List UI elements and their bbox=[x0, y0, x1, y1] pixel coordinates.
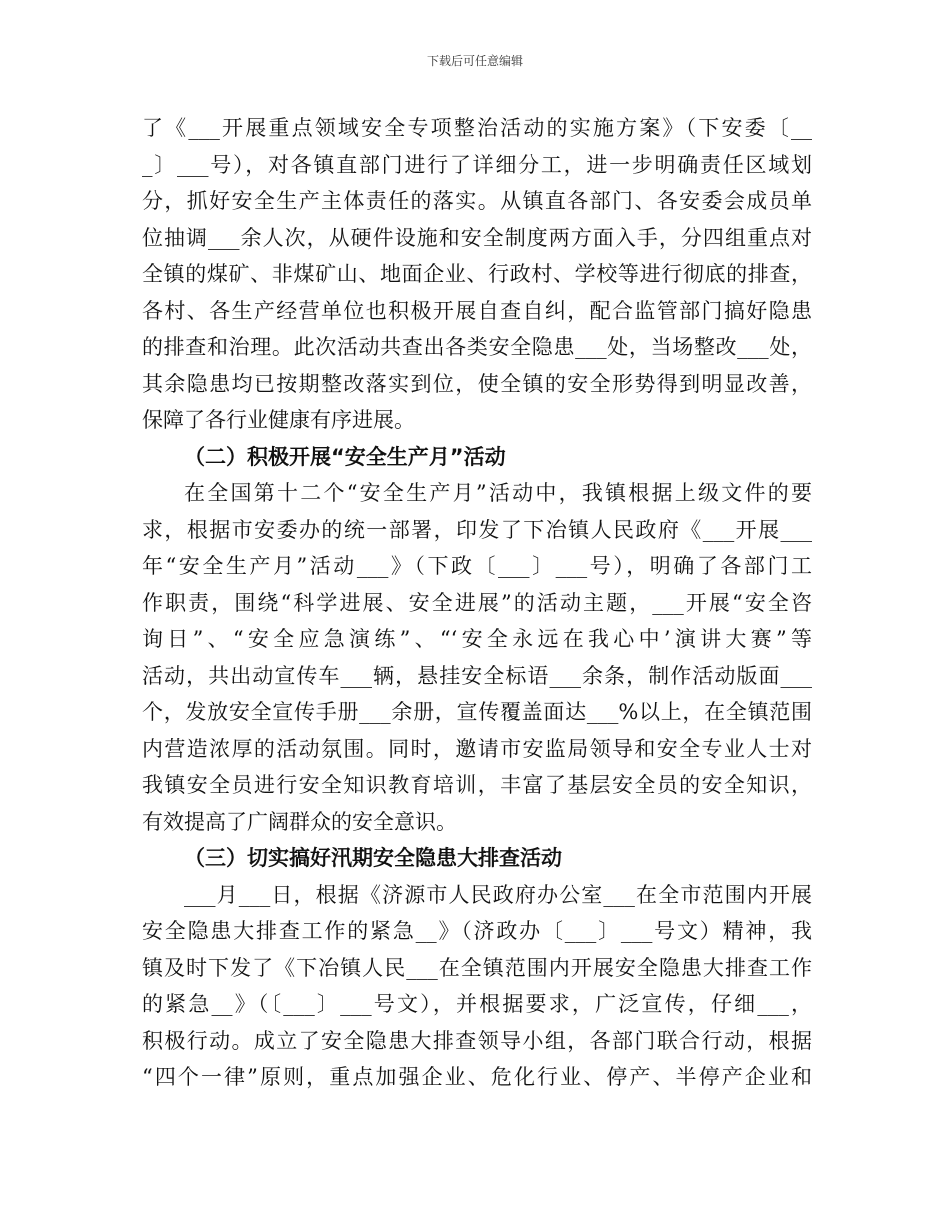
text-line: 作职责，围绕“科学进展、安全进展”的活动主题，___开展“安全咨 bbox=[142, 590, 812, 615]
text-line: 求，根据市安委办的统一部署，印发了下冶镇人民政府《___开展___ bbox=[142, 517, 812, 542]
page-header: 下载后可任意编辑 bbox=[426, 54, 523, 68]
text-line: 其余隐患均已按期整改落实到位，使全镇的安全形势得到明显改善， bbox=[142, 371, 812, 396]
section2-heading: （二）积极开展“安全生产月”活动 bbox=[184, 444, 506, 469]
text-line: 的紧急__》（〔___〕___号文），并根据要求，广泛宣传，仔细___， bbox=[142, 992, 812, 1016]
document-body bbox=[142, 110, 812, 1096]
text-line: 积极行动。成立了安全隐患大排查领导小组，各部门联合行动，根据 bbox=[142, 1028, 812, 1053]
text-line: 安全隐患大排查工作的紧急__》（济政办〔___〕___号文）精神，我 bbox=[142, 919, 812, 943]
section3-paragraph bbox=[142, 877, 812, 1096]
text-line: 的排查和治理。此次活动共查出各类安全隐患___处，当场整改___处， bbox=[142, 335, 812, 359]
text-line: 了《___开展重点领域安全专项整治活动的实施方案》（下安委〔__ bbox=[142, 116, 812, 140]
text-line: 个，发放安全宣传手册___余册，宣传覆盖面达___%以上，在全镇范围 bbox=[142, 700, 812, 724]
text-line: 全镇的煤矿、非煤矿山、地面企业、行政村、学校等进行彻底的排查， bbox=[142, 262, 812, 286]
text-line: 镇及时下发了《下冶镇人民___在全镇范围内开展安全隐患大排查工作 bbox=[142, 955, 812, 980]
text-line: 在全国第十二个“安全生产月”活动中，我镇根据上级文件的要 bbox=[184, 481, 812, 505]
text-line: 分，抓好安全生产主体责任的落实。从镇直各部门、各安委会成员单 bbox=[142, 189, 812, 213]
section2-paragraph bbox=[142, 475, 812, 840]
text-line: 位抽调___余人次，从硬件设施和安全制度两方面入手，分四组重点对 bbox=[142, 225, 812, 250]
text-line: 活动，共出动宣传车___辆，悬挂安全标语___余条，制作活动版面___ bbox=[142, 663, 812, 688]
text-line: ___月___日，根据《济源市人民政府办公室___在全市范围内开展 bbox=[184, 882, 812, 907]
text-line: “四个一律”原则，重点加强企业、危化行业、停产、半停产企业和 bbox=[142, 1065, 812, 1089]
text-line: 内营造浓厚的活动氛围。同时，邀请市安监局领导和安全专业人士对 bbox=[142, 736, 812, 761]
text-line: 有效提高了广阔群众的安全意识。 bbox=[142, 809, 457, 834]
text-line: 各村、各生产经营单位也积极开展自查自纠，配合监管部门搞好隐患 bbox=[142, 298, 812, 323]
text-line: 年“安全生产月”活动___》（下政〔___〕___号），明确了各部门工 bbox=[142, 554, 812, 578]
text-line: 询日”、“安全应急演练”、“‘安全永远在我心中’演讲大赛”等 bbox=[142, 627, 812, 651]
text-line: 我镇安全员进行安全知识教育培训，丰富了基层安全员的安全知识， bbox=[142, 773, 812, 797]
text-line: 保障了各行业健康有序进展。 bbox=[142, 408, 415, 432]
text-line: _〕___号），对各镇直部门进行了详细分工，进一步明确责任区域划 bbox=[142, 152, 812, 177]
section1-paragraph bbox=[142, 110, 812, 439]
section3-heading: （三）切实搞好汛期安全隐患大排查活动 bbox=[184, 846, 562, 870]
